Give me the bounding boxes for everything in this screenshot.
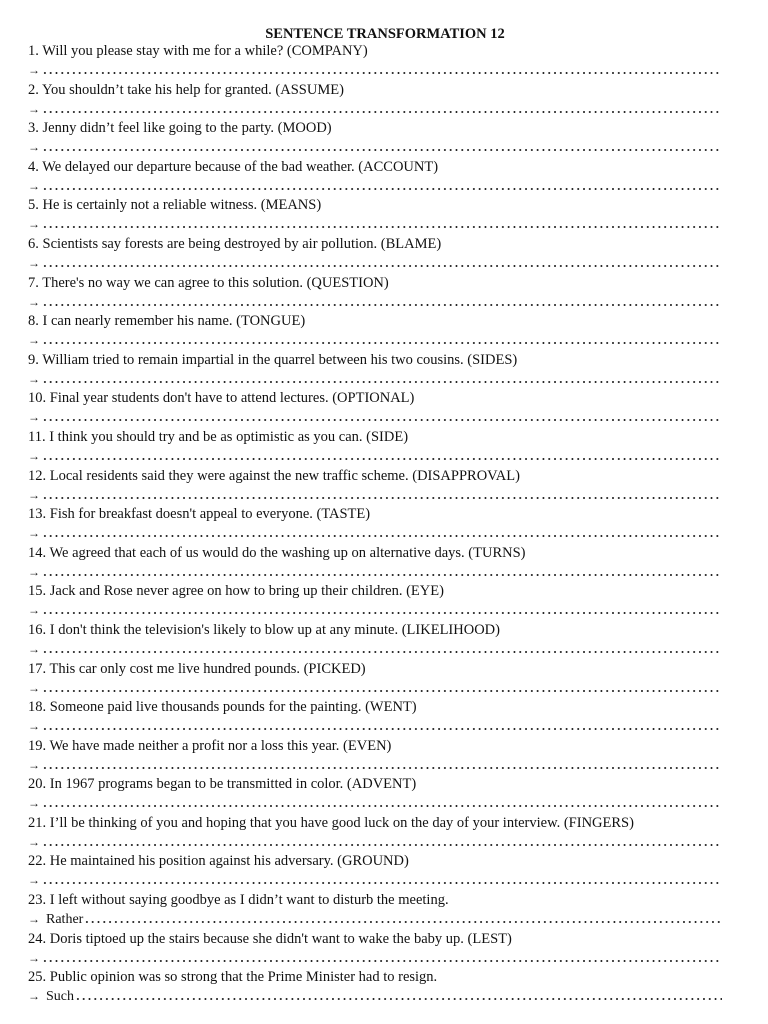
answer-dotted-line — [42, 766, 722, 770]
answer-dotted-line — [42, 148, 722, 152]
arrow-icon: → — [28, 101, 40, 116]
question-text: 1. Will you please stay with me for a while? (COMPANY) — [28, 43, 368, 59]
answer-line[interactable] — [28, 408, 722, 427]
answer-line[interactable] — [28, 215, 722, 234]
answer-line[interactable] — [28, 331, 722, 350]
arrow-icon: → — [28, 526, 40, 541]
question-item — [28, 119, 722, 158]
answer-dotted-line — [42, 110, 722, 114]
arrow-icon: → — [28, 333, 40, 348]
question-item — [28, 505, 722, 544]
arrow-icon: → — [28, 680, 40, 695]
answer-line[interactable] — [28, 756, 722, 775]
question-text: 5. He is certainly not a reliable witness. (MEANS) — [28, 197, 322, 214]
answer-dotted-line — [42, 187, 722, 191]
answer-dotted-line — [75, 997, 722, 1001]
arrow-icon: → — [28, 719, 40, 734]
answer-dotted-line — [42, 303, 722, 307]
answer-line[interactable] — [28, 177, 722, 196]
answer-dotted-line — [42, 573, 722, 577]
question-text: 21. I’ll be thinking of you and hoping that you have good luck on the day of your interview. (FINGERS) — [28, 814, 634, 831]
question-text: 3. Jenny didn’t feel like going to the party. (MOOD) — [28, 120, 332, 137]
question-item — [28, 389, 722, 428]
arrow-icon: → — [28, 178, 40, 193]
answer-dotted-line — [42, 727, 722, 731]
question-item — [28, 467, 722, 506]
question-text: 18. Someone paid live thousands pounds for the painting. (WENT) — [28, 699, 417, 716]
arrow-icon: → — [28, 796, 40, 811]
question-item — [28, 81, 722, 120]
question-text: 19. We have made neither a profit nor a loss this year. (EVEN) — [28, 737, 392, 754]
answer-line[interactable] — [28, 61, 722, 80]
answer-dotted-line — [42, 689, 722, 693]
answer-dotted-line — [42, 881, 722, 885]
arrow-icon: → — [28, 989, 40, 1004]
arrow-icon: → — [28, 873, 40, 888]
question-item — [28, 814, 722, 853]
answer-starter: Rather — [46, 912, 84, 928]
answer-dotted-line — [42, 418, 722, 422]
arrow-icon: → — [28, 487, 40, 502]
question-item — [28, 312, 722, 351]
answer-line[interactable] — [28, 794, 722, 813]
answer-dotted-line — [42, 804, 722, 808]
question-text: 16. I don't think the television's likely to blow up at any minute. (LIKELIHOOD) — [28, 621, 500, 638]
question-text: 23. I left without saying goodbye as I didn’t want to disturb the meeting. — [28, 892, 449, 909]
answer-line[interactable] — [28, 524, 722, 543]
answer-line[interactable] — [28, 447, 722, 466]
answer-dotted-line — [42, 341, 722, 345]
answer-dotted-line — [42, 225, 722, 229]
arrow-icon: → — [28, 757, 40, 772]
question-item — [28, 775, 722, 814]
question-item — [28, 582, 722, 621]
answer-line[interactable] — [28, 833, 722, 852]
answer-line[interactable] — [28, 138, 722, 157]
question-text: 2. You shouldn’t take his help for granted. (ASSUME) — [28, 81, 344, 98]
question-item — [28, 196, 722, 235]
arrow-icon: → — [28, 564, 40, 579]
arrow-icon: → — [28, 255, 40, 270]
answer-line[interactable] — [28, 254, 722, 273]
question-text: 15. Jack and Rose never agree on how to bring up their children. (EYE) — [28, 583, 444, 600]
question-item — [28, 544, 722, 583]
question-text: 11. I think you should try and be as optimistic as you can. (SIDE) — [28, 428, 409, 445]
answer-line[interactable] — [28, 601, 722, 620]
arrow-icon: → — [28, 912, 40, 927]
question-text: 10. Final year students don't have to attend lectures. (OPTIONAL) — [28, 390, 415, 407]
question-item — [28, 235, 722, 274]
answer-dotted-line — [42, 534, 722, 538]
arrow-icon: → — [28, 603, 40, 618]
arrow-icon: → — [28, 63, 40, 77]
answer-line[interactable] — [28, 486, 722, 505]
arrow-icon: → — [28, 410, 40, 425]
answer-dotted-line — [42, 959, 722, 963]
question-text: 22. He maintained his position against his adversary. (GROUND) — [28, 853, 409, 870]
arrow-icon: → — [28, 294, 40, 309]
arrow-icon: → — [28, 140, 40, 155]
arrow-icon: → — [28, 371, 40, 386]
question-text: 25. Public opinion was so strong that the Prime Minister had to resign. — [28, 969, 438, 986]
question-item — [28, 852, 722, 891]
question-item — [28, 930, 722, 969]
answer-dotted-line — [42, 380, 722, 384]
question-item — [28, 968, 722, 1007]
question-item — [28, 428, 722, 467]
answer-line[interactable] — [28, 640, 722, 659]
answer-line[interactable] — [28, 563, 722, 582]
question-item — [28, 158, 722, 197]
answer-dotted-line — [42, 843, 722, 847]
worksheet-title: SENTENCE TRANSFORMATION 12 — [265, 26, 505, 42]
question-item — [28, 274, 722, 313]
arrow-icon: → — [28, 641, 40, 656]
arrow-icon: → — [28, 834, 40, 849]
answer-line[interactable] — [28, 100, 722, 119]
answer-dotted-line — [42, 264, 722, 268]
arrow-icon: → — [28, 448, 40, 463]
worksheet — [28, 26, 722, 1007]
question-text: 20. In 1967 programs began to be transmitted in color. (ADVENT) — [28, 776, 417, 793]
question-text: 13. Fish for breakfast doesn't appeal to everyone. (TASTE) — [28, 506, 371, 523]
arrow-icon: → — [28, 217, 40, 232]
answer-line[interactable] — [28, 987, 722, 1006]
question-text: 24. Doris tiptoed up the stairs because she didn't want to wake the baby up. (LEST) — [28, 930, 512, 947]
question-text: 6. Scientists say forests are being destroyed by air pollution. (BLAME) — [28, 235, 442, 252]
question-item — [28, 351, 722, 390]
question-text: 8. I can nearly remember his name. (TONGUE) — [28, 313, 306, 330]
answer-line[interactable] — [28, 949, 722, 968]
question-item — [28, 621, 722, 660]
question-text: 14. We agreed that each of us would do the washing up on alternative days. (TURNS) — [28, 544, 526, 561]
question-item — [28, 42, 722, 81]
question-text: 9. William tried to remain impartial in the quarrel between his two cousins. (SIDES) — [28, 351, 518, 368]
answer-line[interactable] — [28, 910, 722, 929]
answer-line[interactable] — [28, 679, 722, 698]
answer-line[interactable] — [28, 871, 722, 890]
question-item — [28, 891, 722, 930]
question-item — [28, 660, 722, 699]
question-list — [28, 42, 722, 1007]
answer-line[interactable] — [28, 370, 722, 389]
question-text: 17. This car only cost me live hundred pounds. (PICKED) — [28, 660, 366, 677]
answer-starter: Such — [46, 989, 74, 1005]
answer-dotted-line — [42, 496, 722, 500]
question-item — [28, 698, 722, 737]
answer-dotted-line — [42, 611, 722, 615]
question-text: 12. Local residents said they were against the new traffic scheme. (DISAPPROVAL) — [28, 467, 520, 484]
answer-dotted-line — [42, 457, 722, 461]
arrow-icon: → — [28, 950, 40, 965]
answer-line[interactable] — [28, 293, 722, 312]
answer-dotted-line — [42, 650, 722, 654]
question-text: 7. There's no way we can agree to this solution. (QUESTION) — [28, 274, 389, 291]
question-item — [28, 737, 722, 776]
question-text: 4. We delayed our departure because of the bad weather. (ACCOUNT) — [28, 158, 439, 175]
answer-dotted-line — [84, 920, 722, 924]
answer-line[interactable] — [28, 717, 722, 736]
answer-dotted-line — [42, 71, 722, 75]
